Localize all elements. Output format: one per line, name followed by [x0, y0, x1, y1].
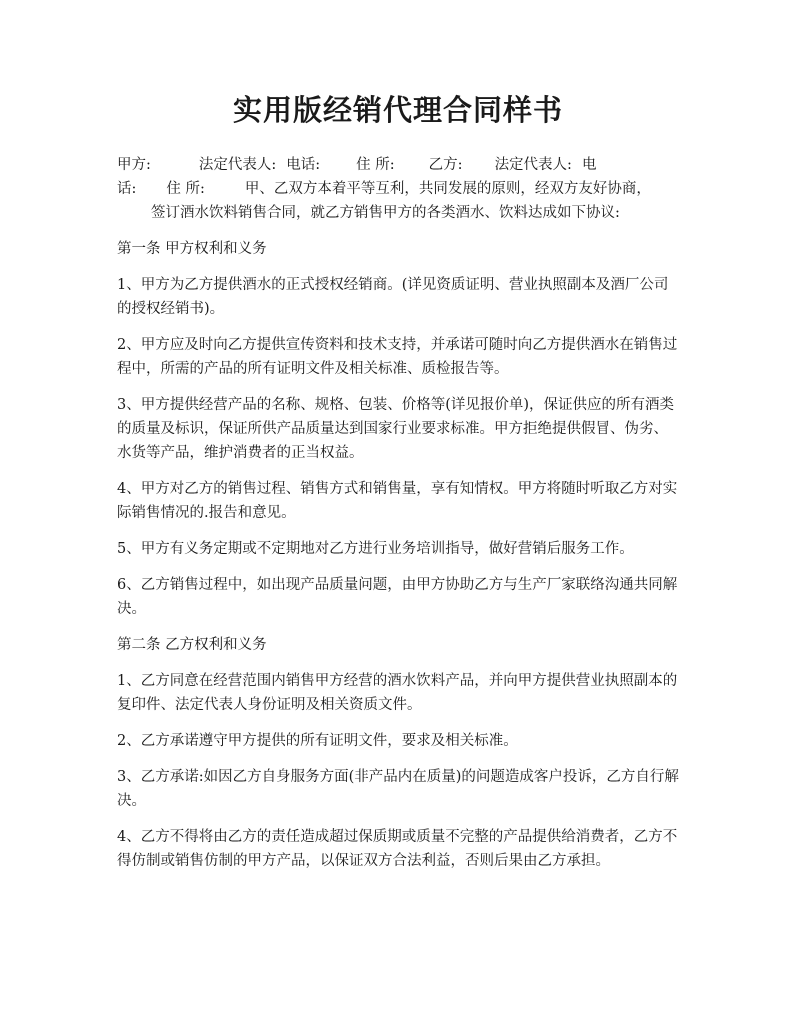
section-1-item-1: 1、甲方为乙方提供酒水的正式授权经销商。(详见资质证明、营业执照副本及酒厂公司的授权经销书)。	[117, 277, 669, 317]
section-1-item-6: 6、乙方销售过程中，如出现产品质量问题，由甲方协助乙方与生产厂家联络沟通共同解决。	[117, 577, 678, 617]
section-1-heading: 第一条 甲方权利和义务	[117, 241, 267, 257]
legal-rep-b-label: 法定代表人:	[494, 157, 572, 173]
party-b-label: 乙方:	[428, 157, 463, 173]
phone-b-label-1: 电	[581, 157, 597, 173]
section-2-item-4: 4、乙方不得将由乙方的责任造成超过保质期或质量不完整的产品提供给消费者，乙方不得仿制或销售仿制的甲方产品，以保证双方合法利益，否则后果由乙方承担。	[117, 829, 678, 869]
section-1-item-2: 2、甲方应及时向乙方提供宣传资料和技术支持，并承诺可随时向乙方提供酒水在销售过程中，所需的产品的所有证明文件及相关标准、质检报告等。	[117, 337, 678, 377]
intro-text-2: 签订酒水饮料销售合同，就乙方销售甲方的各类酒水、饮料达成如下协议:	[151, 205, 620, 221]
legal-rep-a-label: 法定代表人:	[198, 157, 277, 173]
section-2-item-2: 2、乙方承诺遵守甲方提供的所有证明文件，要求及相关标准。	[117, 733, 518, 749]
intro-paragraph	[117, 153, 665, 225]
address-a-label: 住 所:	[356, 157, 395, 173]
section-2-item-1: 1、乙方同意在经营范围内销售甲方经营的酒水饮料产品，并向甲方提供营业执照副本的复印件、法定代表人身份证明及相关资质文件。	[117, 673, 678, 713]
phone-b-label-2: 话:	[117, 181, 137, 197]
phone-a-label: 电话:	[286, 157, 321, 173]
section-2-heading: 第二条 乙方权利和义务	[117, 637, 267, 653]
intro-text-1: 甲、乙双方本着平等互利，共同发展的原则，经双方友好协商，	[244, 181, 651, 197]
section-1-item-5: 5、甲方有义务定期或不定期地对乙方进行业务培训指导，做好营销后服务工作。	[117, 541, 634, 557]
document-title: 实用版经销代理合同样书	[232, 93, 563, 127]
party-a-label: 甲方:	[117, 157, 151, 173]
address-b-label: 住 所:	[166, 181, 205, 197]
section-2-item-3: 3、乙方承诺:如因乙方自身服务方面(非产品内在质量)的问题造成客户投诉，乙方自行解决。	[117, 769, 679, 809]
section-1-item-4: 4、甲方对乙方的销售过程、销售方式和销售量，享有知情权。甲方将随时听取乙方对实际销售情况的.报告和意见。	[117, 481, 678, 521]
document-page	[117, 0, 679, 873]
section-1-item-3: 3、甲方提供经营产品的名称、规格、包装、价格等(详见报价单)，保证供应的所有酒类的质量及标识，保证所供产品质量达到国家行业要求标准。甲方拒绝提供假冒、伪劣、水货等产品，维护消费者的正当权益。	[117, 397, 675, 461]
